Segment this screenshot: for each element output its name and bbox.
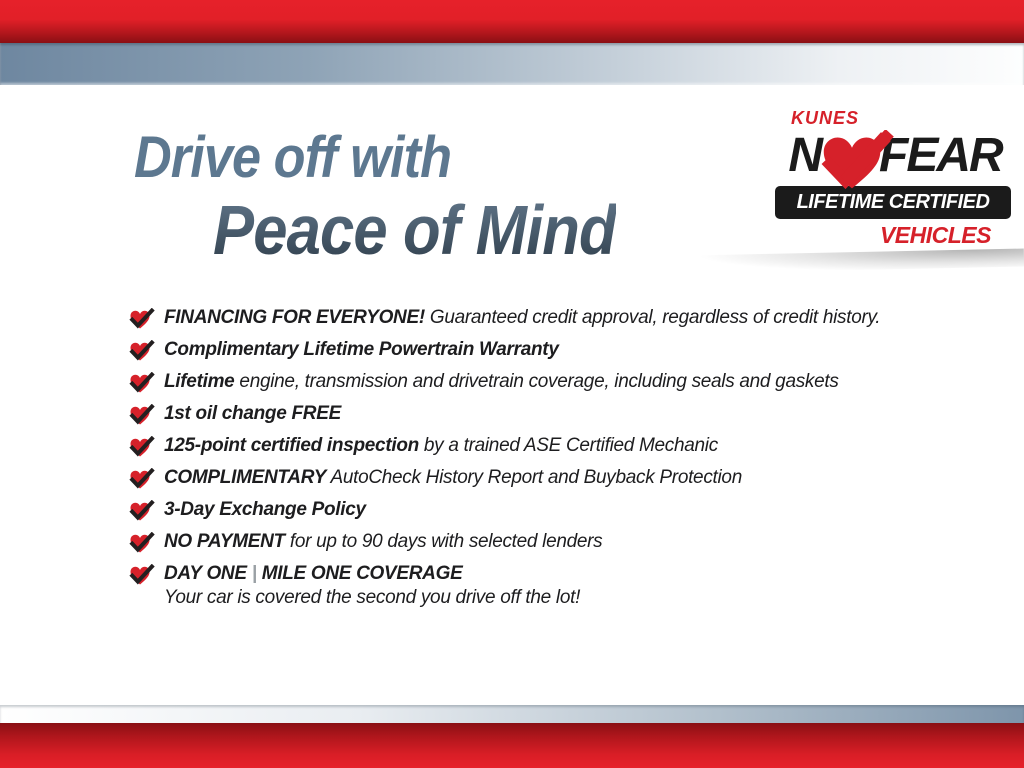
benefit-bold-text: 1st oil change FREE [164,403,341,424]
benefit-regular-text: Guaranteed credit approval, regardless of credit history. [424,307,881,328]
benefit-regular-text: for up to 90 days with selected lenders [284,531,603,552]
heart-check-icon [128,500,155,522]
benefit-text [164,498,366,521]
benefit-bold-text: NO PAYMENT [164,531,285,552]
benefit-text [164,370,839,393]
benefit-text [164,402,341,425]
top-silver-bar [0,43,1024,85]
benefit-item [128,498,938,530]
benefit-bold-text: DAY ONE [164,563,247,584]
benefit-text [164,530,602,553]
heart-check-icon [809,130,895,194]
benefit-bold-text: 125-point certified inspection [164,435,419,456]
kunes-no-fear-logo [775,108,1015,249]
top-red-bar [0,0,1024,43]
logo-word-start: N [788,129,821,182]
benefit-item [128,530,938,562]
benefit-subline: Your car is covered the second you drive off the lot! [164,587,581,608]
benefit-item [128,434,938,466]
benefit-regular-text: by a trained ASE Certified Mechanic [418,435,718,456]
benefit-item [128,466,938,498]
benefit-text [164,434,718,457]
benefit-item [128,338,938,370]
benefit-item [128,562,938,609]
logo-banner-text: LIFETIME CERTIFIED [796,191,990,213]
heart-check-icon [128,532,155,554]
page-curl-shadow [692,249,1024,274]
heart-check-icon [128,340,155,362]
benefit-bold-text: 3-Day Exchange Policy [164,499,366,520]
headline-line2: Peace of Mind [213,191,616,269]
benefit-bold-text: COMPLIMENTARY [164,467,327,488]
benefit-item [128,370,938,402]
heart-check-icon [128,404,155,426]
benefit-bold-text: FINANCING FOR EVERYONE! [164,307,425,328]
heart-check-icon [128,372,155,394]
heart-check-icon [128,564,155,586]
benefit-regular-text: AutoCheck History Report and Buyback Protection [326,467,742,488]
logo-word-end: FEAR [879,129,1002,182]
benefit-text [164,466,742,489]
benefit-text [164,338,559,361]
benefit-bold-text: Lifetime [164,371,235,392]
benefit-text [164,306,880,329]
logo-footer-text: VEHICLES [879,222,991,248]
benefit-item [128,402,938,434]
benefit-separator: | [246,563,262,584]
benefit-bold-text: Complimentary Lifetime Powertrain Warranty [164,339,559,360]
benefit-item [128,306,938,338]
benefits-list [128,306,938,609]
bottom-silver-bar [0,705,1024,723]
logo-wordmark [775,128,1015,186]
benefit-regular-text: engine, transmission and drivetrain coverage, including seals and gaskets [234,371,839,392]
benefit-text [164,562,580,609]
benefit-bold-text-2: MILE ONE COVERAGE [261,563,463,584]
bottom-red-bar [0,723,1024,768]
logo-brand-text: KUNES [791,108,860,128]
heart-check-icon [128,468,155,490]
heart-check-icon [128,436,155,458]
heart-check-icon [128,308,155,330]
headline-line1: Drive off with [134,125,452,190]
